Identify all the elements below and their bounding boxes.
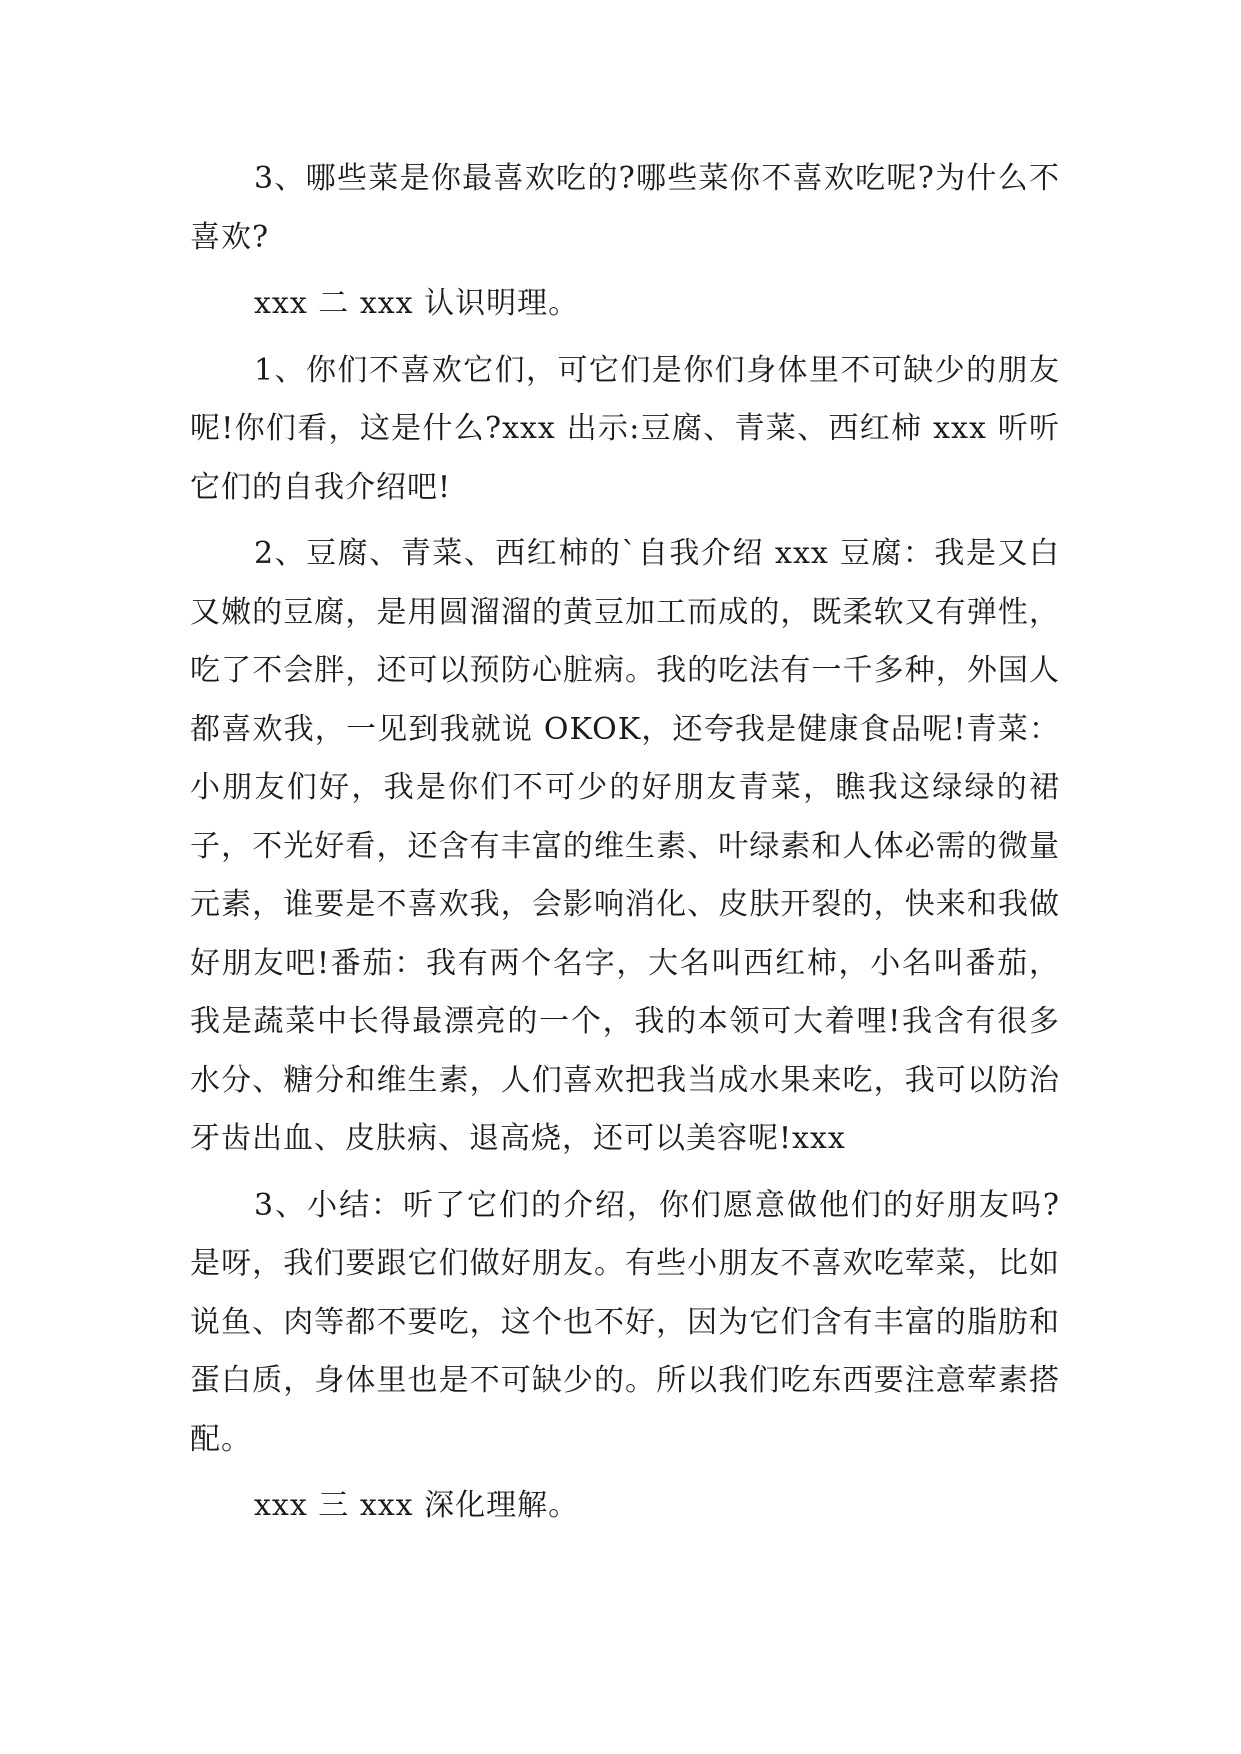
paragraph-item-1: 1、你们不喜欢它们，可它们是你们身体里不可缺少的朋友呢!你们看，这是什么?xxx 出示:豆腐、青菜、西红柿 xxx 听听它们的自我介绍吧! [190, 352, 1060, 505]
paragraph-section-3-heading: xxx 三 xxx 深化理解。 [254, 1488, 580, 1523]
document-body [190, 150, 1060, 1536]
paragraph-summary: 3、小结：听了它们的介绍，你们愿意做他们的好朋友吗?是呀，我们要跟它们做好朋友。有些小朋友不喜欢吃荤菜，比如说鱼、肉等都不要吃，这个也不好，因为它们含有丰富的脂肪和蛋白质，身体里也是不可缺少的。所以我们吃东西要注意荤素搭配。 [190, 1187, 1060, 1457]
paragraph-item-2: 2、豆腐、青菜、西红柿的`自我介绍 xxx 豆腐：我是又白又嫩的豆腐，是用圆溜溜的黄豆加工而成的，既柔软又有弹性，吃了不会胖，还可以预防心脏病。我的吃法有一千多种，外国人都喜欢我，一见到我就说 OKOK，还夸我是健康食品呢!青菜：小朋友们好，我是你们不可少的好朋友青菜，瞧我这绿绿的裙子，不光好看，还含有丰富的维生素、叶绿素和人体必需的微量元素，谁要是不喜欢我，会影响消化、皮肤开裂的，快来和我做好朋友吧!番茄：我有两个名字，大名叫西红柿，小名叫番茄，我是蔬菜中长得最漂亮的一个，我的本领可大着哩!我含有很多水分、糖分和维生素，人们喜欢把我当成水果来吃，我可以防治牙齿出血、皮肤病、退高烧，还可以美容呢!xxx [190, 536, 1060, 1156]
paragraph-question-3: 3、哪些菜是你最喜欢吃的?哪些菜你不喜欢吃呢?为什么不喜欢? [190, 161, 1060, 255]
paragraph-section-2-heading: xxx 二 xxx 认识明理。 [254, 286, 580, 321]
